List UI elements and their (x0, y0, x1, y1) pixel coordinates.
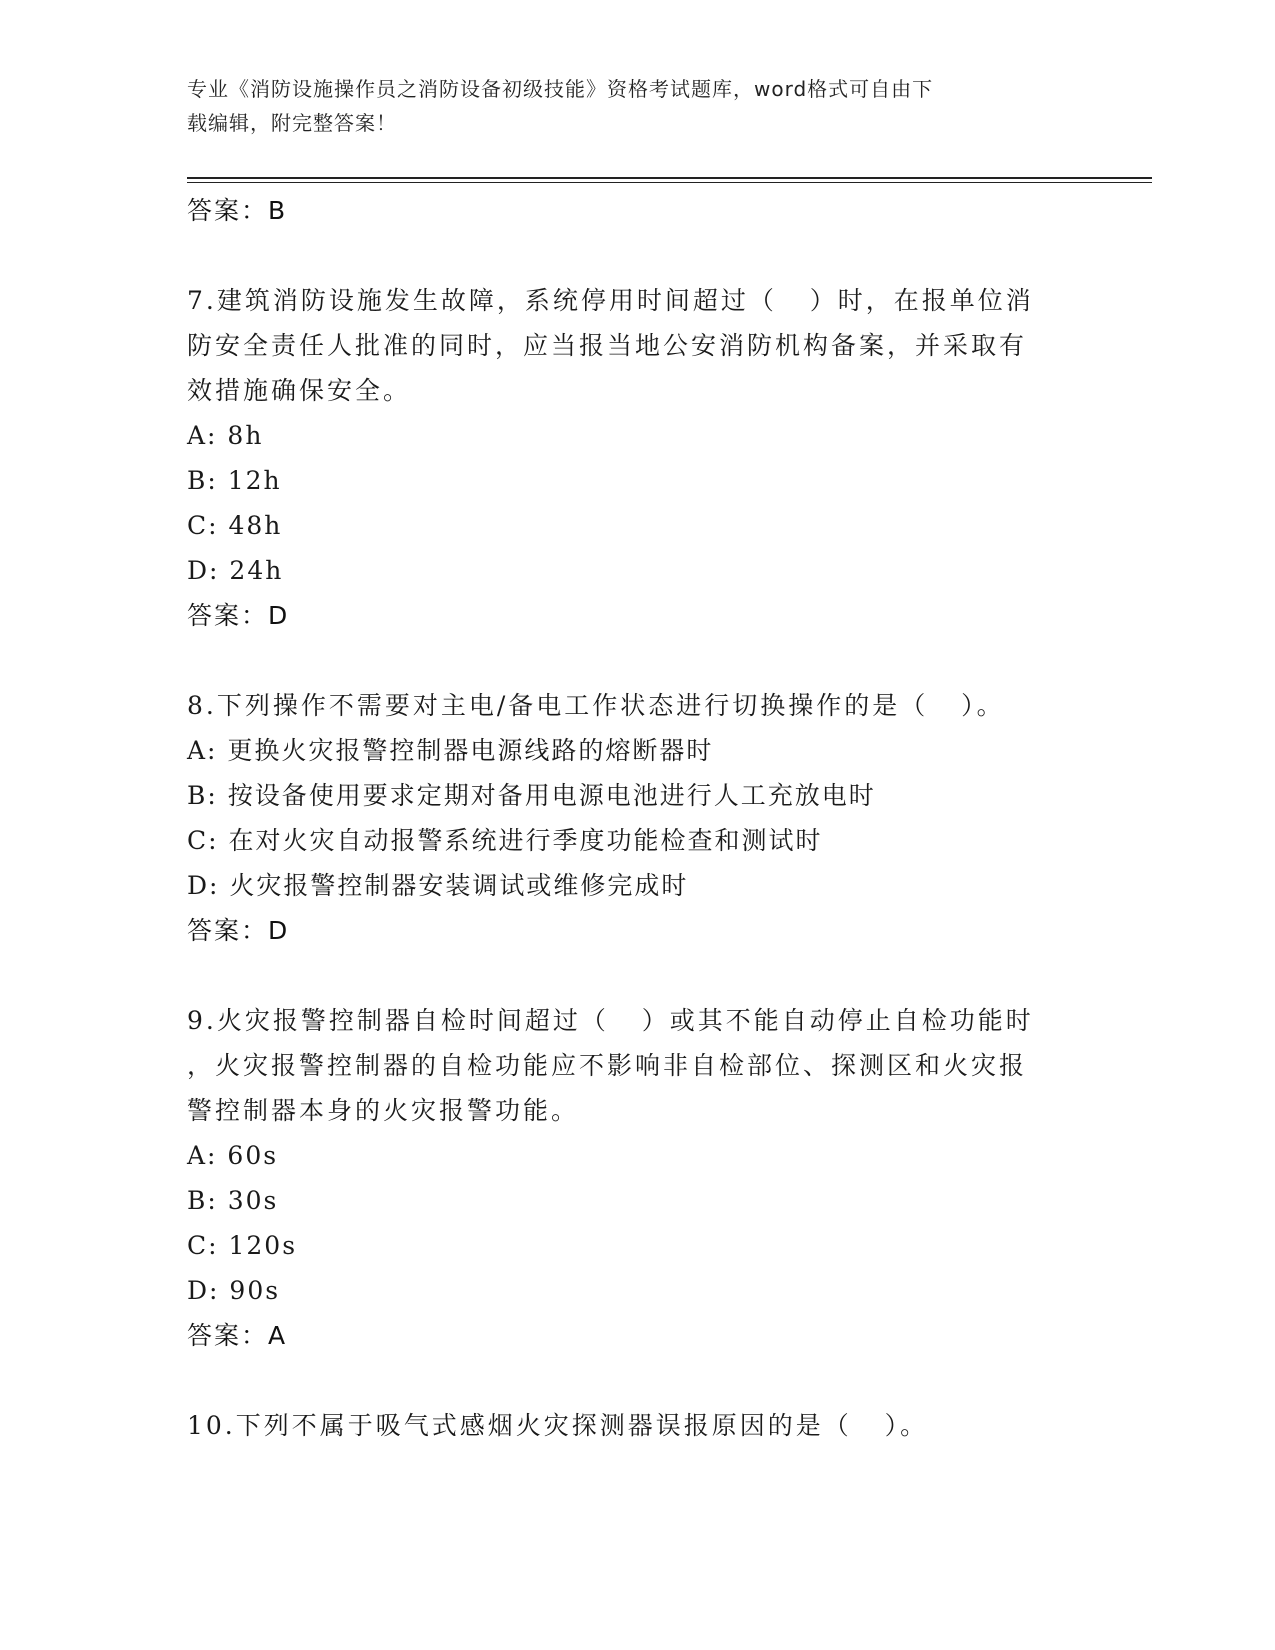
option-d: D: 24h (187, 556, 284, 585)
option-b: B: 12h (187, 466, 282, 495)
question-8 (187, 683, 1067, 953)
option-c: C: 120s (187, 1231, 298, 1260)
question-stem-line: 10.下列不属于吸气式感烟火灾探测器误报原因的是（ ）。 (187, 1411, 929, 1440)
answer-line: 答案：B (187, 196, 288, 225)
option-a: A: 更换火灾报警控制器电源线路的熔断器时 (187, 736, 714, 765)
header-line-2: 载编辑，附完整答案！ (187, 111, 397, 135)
option-a: A: 8h (187, 421, 264, 450)
option-c: C: 48h (187, 511, 283, 540)
option-b: B: 30s (187, 1186, 279, 1215)
question-7 (187, 278, 1067, 638)
question-stem-line: 效措施确保安全。 (187, 376, 412, 405)
question-stem-line: 防安全责任人批准的同时，应当报当地公安消防机构备案，并采取有 (187, 331, 1028, 360)
answer-line: 答案：A (187, 1321, 288, 1350)
spacer (187, 233, 1067, 278)
answer-line: 答案：D (187, 601, 290, 630)
question-9 (187, 998, 1067, 1358)
option-d: D: 火灾报警控制器安装调试或维修完成时 (187, 871, 689, 900)
option-b: B: 按设备使用要求定期对备用电源电池进行人工充放电时 (187, 781, 876, 810)
question-stem-line: 警控制器本身的火灾报警功能。 (187, 1096, 580, 1125)
header-line-1: 专业《消防设施操作员之消防设备初级技能》资格考试题库，word格式可自由下 (187, 77, 934, 101)
spacer (187, 638, 1067, 683)
option-a: A: 60s (187, 1141, 279, 1170)
question-list (187, 188, 1067, 1448)
option-d: D: 90s (187, 1276, 281, 1305)
question-stem-line: 8.下列操作不需要对主电/备电工作状态进行切换操作的是（ ）。 (187, 691, 1005, 720)
header-rule (187, 177, 1152, 179)
answer-line: 答案：D (187, 916, 290, 945)
question-stem-line: 7.建筑消防设施发生故障，系统停用时间超过（ ）时，在报单位消 (187, 286, 1034, 315)
question-10 (187, 1403, 1067, 1448)
page-header (187, 72, 1067, 140)
question-stem-line: 9.火灾报警控制器自检时间超过（ ）或其不能自动停止自检功能时 (187, 1006, 1034, 1035)
spacer (187, 953, 1067, 998)
spacer (187, 1358, 1067, 1403)
header-rule-thin (187, 182, 1152, 183)
option-c: C: 在对火灾自动报警系统进行季度功能检查和测试时 (187, 826, 823, 855)
question-stem-line: ，火灾报警控制器的自检功能应不影响非自检部位、探测区和火灾报 (187, 1051, 1028, 1080)
